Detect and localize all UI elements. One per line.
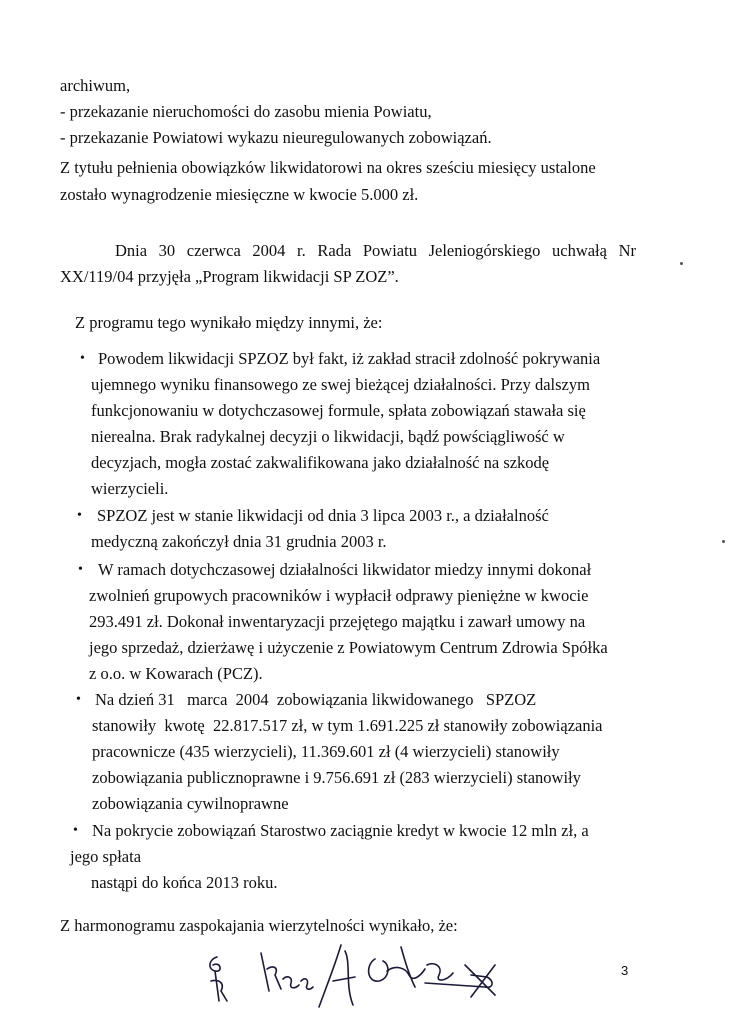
bullet-3-line-5: z o.o. w Kowarach (PCZ). bbox=[89, 664, 263, 683]
text-line-nieruchomosci: - przekazanie nieruchomości do zasobu mienia Powiatu, bbox=[60, 102, 432, 121]
bullet-5-line-3: nastąpi do końca 2013 roku. bbox=[91, 873, 278, 892]
bullet-glyph: • bbox=[73, 823, 78, 838]
bullet-1-line-1: Powodem likwidacji SPZOZ był fakt, iż zakład stracił zdolność pokrywania bbox=[98, 349, 601, 368]
text-line-archiwum: archiwum, bbox=[60, 76, 131, 95]
program-intro: Z programu tego wynikało między innymi, że: bbox=[75, 313, 383, 332]
bullet-1-line-2: ujemnego wyniku finansowego ze swej bieżącej działalności. Przy dalszym bbox=[91, 375, 590, 394]
bullet-glyph: • bbox=[77, 508, 82, 523]
bullet-4-line-1: Na dzień 31 marca 2004 zobowiązania likwidowanego SPZOZ bbox=[95, 690, 537, 709]
signature-3 bbox=[319, 945, 355, 1007]
bullet-4-line-2: stanowiły kwotę 22.817.517 zł, w tym 1.691.225 zł stanowiły zobowiązania bbox=[92, 716, 603, 735]
handwritten-signatures bbox=[195, 935, 525, 1015]
bullet-glyph: • bbox=[80, 351, 85, 366]
bullet-4-line-5: zobowiązania cywilnoprawne bbox=[92, 794, 289, 813]
bullet-1-line-6: wierzycieli. bbox=[91, 479, 169, 498]
bullet-2-line-2: medyczną zakończył dnia 31 grudnia 2003 r. bbox=[91, 532, 387, 551]
resolution-line-2: XX/119/04 przyjęła „Program likwidacji SP ZOZ”. bbox=[60, 267, 399, 286]
text-line-tytul: Z tytułu pełnienia obowiązków likwidatorowi na okres sześciu miesięcy ustalone bbox=[60, 158, 596, 177]
signature-initials-2 bbox=[261, 953, 313, 991]
bullet-3-line-4: jego sprzedaż, dzierżawę i użyczenie z Powiatowym Centrum Zdrowia Spółka bbox=[89, 638, 608, 657]
signature-4 bbox=[369, 947, 495, 997]
bullet-4-line-4: zobowiązania publicznoprawne i 9.756.691 zł (283 wierzycieli) stanowiły bbox=[92, 768, 581, 787]
bullet-4-line-3: pracownicze (435 wierzycieli), 11.369.601 zł (4 wierzycieli) stanowiły bbox=[92, 742, 560, 761]
scan-speck bbox=[680, 262, 683, 265]
bullet-3-line-1: W ramach dotychczasowej działalności likwidator miedzy innymi dokonał bbox=[98, 560, 592, 579]
text-line-wykaz: - przekazanie Powiatowi wykazu nieuregulowanych zobowiązań. bbox=[60, 128, 492, 147]
bullet-1-line-3: funkcjonowaniu w dotychczasowej formule, spłata zobowiązań stawała się bbox=[91, 401, 586, 420]
bullet-5-line-1: Na pokrycie zobowiązań Starostwo zaciągnie kredyt w kwocie 12 mln zł, a bbox=[92, 821, 589, 840]
bullet-1-line-5: decyzjach, mogła zostać zakwalifikowana jako działalność na szkodę bbox=[91, 453, 550, 472]
bullet-1-line-4: nierealna. Brak radykalnej decyzji o likwidacji, bądź powściągliwość w bbox=[91, 427, 565, 446]
resolution-line-1: Dnia 30 czerwca 2004 r. Rada Powiatu Jeleniogórskiego uchwałą Nr bbox=[115, 241, 636, 260]
scan-speck bbox=[722, 540, 725, 543]
bullet-2-line-1: SPZOZ jest w stanie likwidacji od dnia 3 lipca 2003 r., a działalność bbox=[97, 506, 549, 525]
page-number: 3 bbox=[621, 963, 629, 978]
schedule-intro: Z harmonogramu zaspokajania wierzytelności wynikało, że: bbox=[60, 916, 458, 935]
bullet-glyph: • bbox=[78, 562, 83, 577]
bullet-glyph: • bbox=[76, 692, 81, 707]
bullet-3-line-2: zwolnień grupowych pracowników i wypłacił odprawy pieniężne w kwocie bbox=[89, 586, 589, 605]
bullet-3-line-3: 293.491 zł. Dokonał inwentaryzacji przejętego majątku i zawarł umowy na bbox=[89, 612, 586, 631]
bullet-5-line-2: jego spłata bbox=[70, 847, 142, 866]
signature-initials-1 bbox=[210, 957, 227, 1001]
text-line-wynagrodzenie: zostało wynagrodzenie miesięczne w kwocie 5.000 zł. bbox=[60, 185, 419, 204]
